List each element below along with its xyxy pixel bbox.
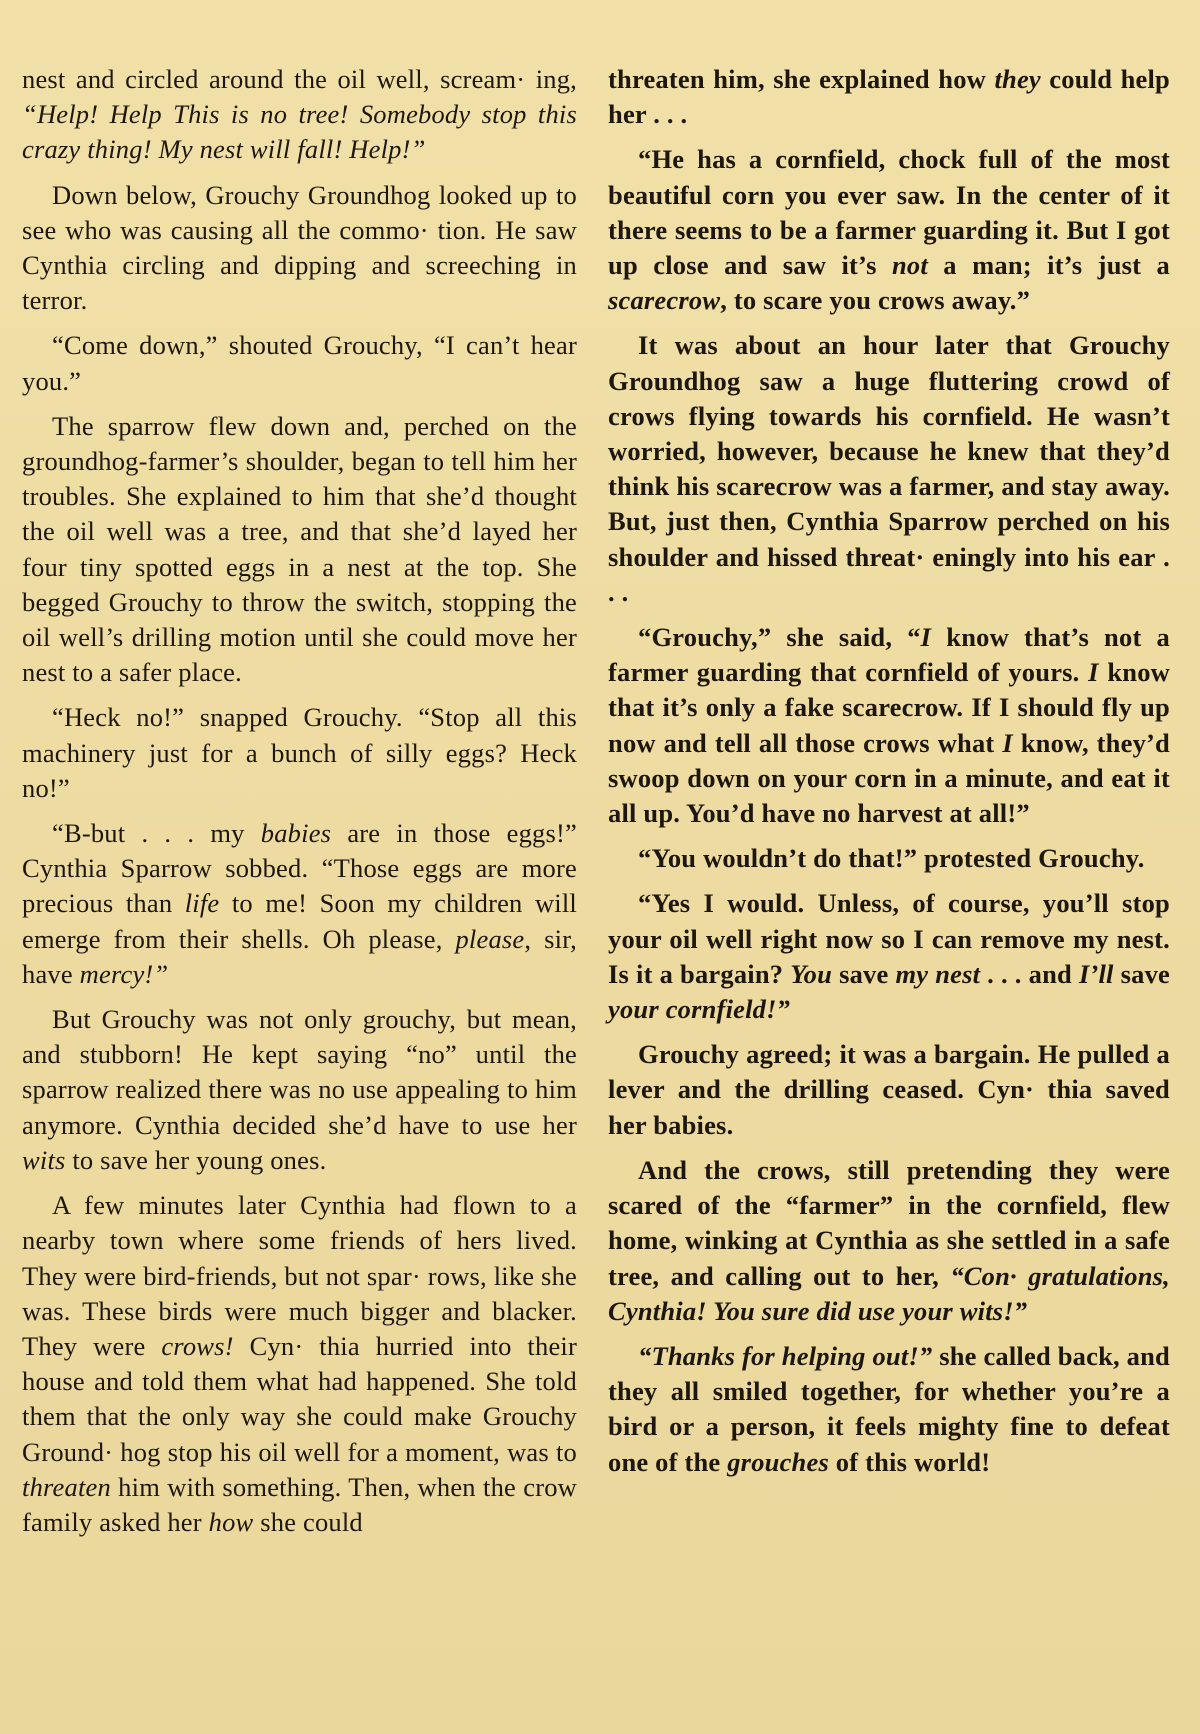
italic-text: scarecrow xyxy=(608,285,721,316)
text-run: . . . and xyxy=(980,958,1079,989)
paragraph xyxy=(608,142,1170,318)
italic-text: I xyxy=(920,622,932,653)
paragraph xyxy=(22,62,577,168)
left-column xyxy=(22,62,577,1550)
text-run: “Grouchy,” she said, “ xyxy=(638,622,921,653)
text-run: save xyxy=(832,958,896,989)
text-run: And the crows, still pretending they were scared of the “farmer” in the cornfield, flew home, winking at Cynthia as she settled in a safe tree, and calling out to her, xyxy=(608,1154,1170,1291)
italic-text: mercy!” xyxy=(79,958,169,989)
text-run: she called back, and they all smiled together, for whether you’re a bird or a person, it feels mighty fine to defeat one of the xyxy=(608,1340,1170,1477)
paragraph xyxy=(22,328,577,398)
text-run: Cyn· thia hurried into their house and told them what had happened. She told them that the only way she could make Grouchy Ground· hog stop his oil well for a moment, was to xyxy=(22,1330,577,1467)
text-run: Grouchy agreed; it was a bargain. He pulled a lever and the drilling ceased. Cyn· thia saved her babies. xyxy=(608,1039,1170,1140)
text-run: of this world! xyxy=(828,1446,991,1477)
italic-text: I’ll xyxy=(1078,958,1114,989)
text-run: could help her . . . xyxy=(608,64,1170,130)
italic-text: I xyxy=(1002,727,1013,758)
paragraph xyxy=(22,409,577,691)
italic-text: crows! xyxy=(161,1330,234,1361)
italic-text: life xyxy=(184,888,220,919)
paragraph xyxy=(22,178,577,319)
italic-text: threaten xyxy=(22,1471,111,1502)
text-run: But Grouchy was not only grouchy, but mean, and stubborn! He kept saying “no” until the sparrow realized there was no use appealing to him anymore. Cynthia decided she’d have to use her xyxy=(22,1004,577,1140)
text-run: “You wouldn’t do that!” protested Grouchy. xyxy=(638,843,1145,874)
italic-text: wits xyxy=(22,1144,66,1175)
italic-text: You xyxy=(790,958,833,989)
text-run: know that’s not a farmer guarding that cornfield of yours. xyxy=(608,622,1170,688)
text-run: , sir, have xyxy=(22,923,577,989)
paragraph xyxy=(608,328,1170,610)
paragraph xyxy=(22,1002,577,1178)
text-run: know, they’d swoop down on your corn in a minute, and eat it all up. You’d have no harvest at all!” xyxy=(608,727,1170,829)
italic-text: grouches xyxy=(727,1446,829,1477)
text-run: Down below, Grouchy Groundhog looked up to see who was causing all the commo· tion. He saw Cynthia circling and dipping and screeching in terror. xyxy=(22,179,577,316)
italic-text: they xyxy=(994,64,1041,94)
text-run: “He has a cornfield, chock full of the most beautiful corn you ever saw. In the center of it there seems to be a farmer guarding it. But I got up close and saw it’s xyxy=(608,144,1170,281)
italic-text: my nest xyxy=(895,958,981,989)
text-run: to me! Soon my children will emerge from their shells. Oh please, xyxy=(22,888,577,954)
italic-text: babies xyxy=(260,818,332,849)
text-run: threaten him, she explained how xyxy=(608,64,995,94)
text-run: save xyxy=(1113,958,1170,989)
text-run: nest and circled around the oil well, scream· ing, xyxy=(22,64,577,94)
text-run: know that it’s only a fake scarecrow. If I should fly up now and tell all those crows what xyxy=(608,657,1170,758)
italic-text: your cornfield!” xyxy=(608,994,791,1025)
text-run: “Yes I would. Unless, of course, you’ll stop your oil well right now so I can remove my nest. Is it a bargain? xyxy=(608,888,1170,989)
paragraph xyxy=(22,1188,577,1540)
text-run: “Heck no!” snapped Grouchy. “Stop all this machinery just for a bunch of silly eggs? Heck no!” xyxy=(22,702,577,803)
text-run: A few minutes later Cynthia had flown to a nearby town where some friends of hers lived. They were bird-friends, but not spar· rows, like she was. These birds were much bigger and blacker. They were xyxy=(22,1190,577,1361)
italic-text: “Con· gratulations, Cynthia! You sure did use your wits!” xyxy=(608,1260,1170,1326)
text-run: she could xyxy=(253,1506,363,1537)
paragraph xyxy=(22,816,577,992)
italic-text: I xyxy=(1088,657,1099,688)
text-run: to save her young ones. xyxy=(65,1144,327,1175)
text-run: “B-but . . . my xyxy=(52,818,261,849)
italic-text: not xyxy=(891,250,928,281)
text-run: The sparrow flew down and, perched on the groundhog-farmer’s shoulder, began to tell him her troubles. She explained to him that she’d thought the oil well was a tree, and that she’d layed her four tiny spotted eggs in a nest at the top. She begged Grouchy to throw the switch, stopping the oil well’s drilling motion until she could move her nest to a safer place. xyxy=(22,410,577,688)
paragraph xyxy=(608,1153,1170,1329)
paragraph xyxy=(608,1339,1170,1480)
italic-text: “Thanks for helping out!” xyxy=(638,1340,933,1371)
paragraph xyxy=(608,841,1170,876)
text-run: are in those eggs!” Cynthia Sparrow sobbed. “Those eggs are more precious than xyxy=(22,818,578,919)
paragraph xyxy=(608,1037,1170,1143)
text-run: a man; it’s just a xyxy=(927,250,1170,281)
italic-text: “Help! Help This is no tree! Somebody stop this crazy thing! My nest will fall! Help!” xyxy=(22,99,577,165)
italic-text: please xyxy=(455,923,525,954)
text-run: “Come down,” shouted Grouchy, “I can’t hear you.” xyxy=(22,330,577,396)
paragraph xyxy=(608,620,1170,831)
paragraph xyxy=(608,62,1170,132)
text-run: him with something. Then, when the crow family asked her xyxy=(22,1471,577,1537)
paragraph xyxy=(22,700,577,806)
right-column xyxy=(608,62,1170,1490)
italic-text: how xyxy=(208,1506,254,1537)
text-run: , to scare you crows away.” xyxy=(720,285,1031,316)
paragraph xyxy=(608,886,1170,1027)
text-run: It was about an hour later that Grouchy Groundhog saw a huge fluttering crowd of crows flying towards his cornfield. He wasn’t worried, however, because he knew that they’d think his scarecrow was a farmer, and stay away. But, just then, Cynthia Sparrow perched on his shoulder and hissed threat· eningly into his ear . . . xyxy=(608,330,1170,607)
